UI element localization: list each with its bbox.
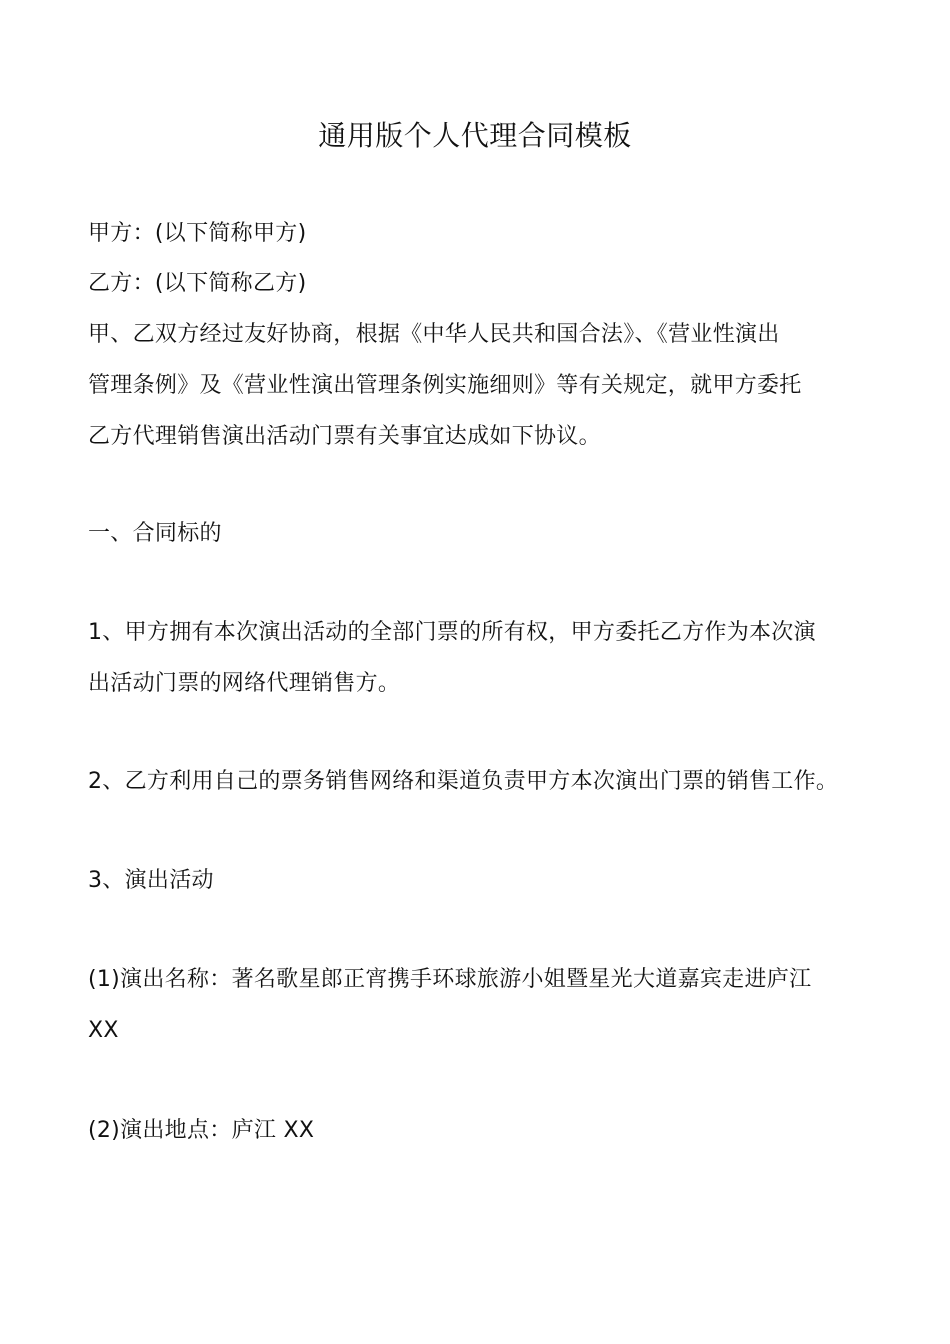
intro-line-1: 甲、乙双方经过友好协商，根据《中华人民共和国合法》、《营业性演出: [88, 322, 780, 347]
item-1-line-2: XX: [88, 1018, 119, 1043]
item-2-line: (2)演出地点：庐江 XX: [88, 1118, 315, 1143]
item-1-line-1: (1)演出名称：著名歌星郎正宵携手环球旅游小姐暨星光大道嘉宾走进庐江: [88, 967, 812, 992]
party-b-line: 乙方：(以下简称乙方): [88, 271, 307, 296]
document-title: 通用版个人代理合同模板: [318, 119, 632, 152]
intro-line-2: 管理条例》及《营业性演出管理条例实施细则》等有关规定，就甲方委托: [88, 373, 802, 398]
clause-1-line-1: 1、甲方拥有本次演出活动的全部门票的所有权，甲方委托乙方作为本次演: [88, 620, 816, 645]
section-1-heading: 一、合同标的: [88, 521, 222, 546]
clause-1-line-2: 出活动门票的网络代理销售方。: [88, 671, 401, 696]
clause-3-line: 3、演出活动: [88, 868, 214, 893]
party-a-line: 甲方：(以下简称甲方): [88, 221, 307, 246]
clause-2-line: 2、乙方利用自己的票务销售网络和渠道负责甲方本次演出门票的销售工作。: [88, 769, 839, 794]
intro-line-3: 乙方代理销售演出活动门票有关事宜达成如下协议。: [88, 424, 601, 449]
